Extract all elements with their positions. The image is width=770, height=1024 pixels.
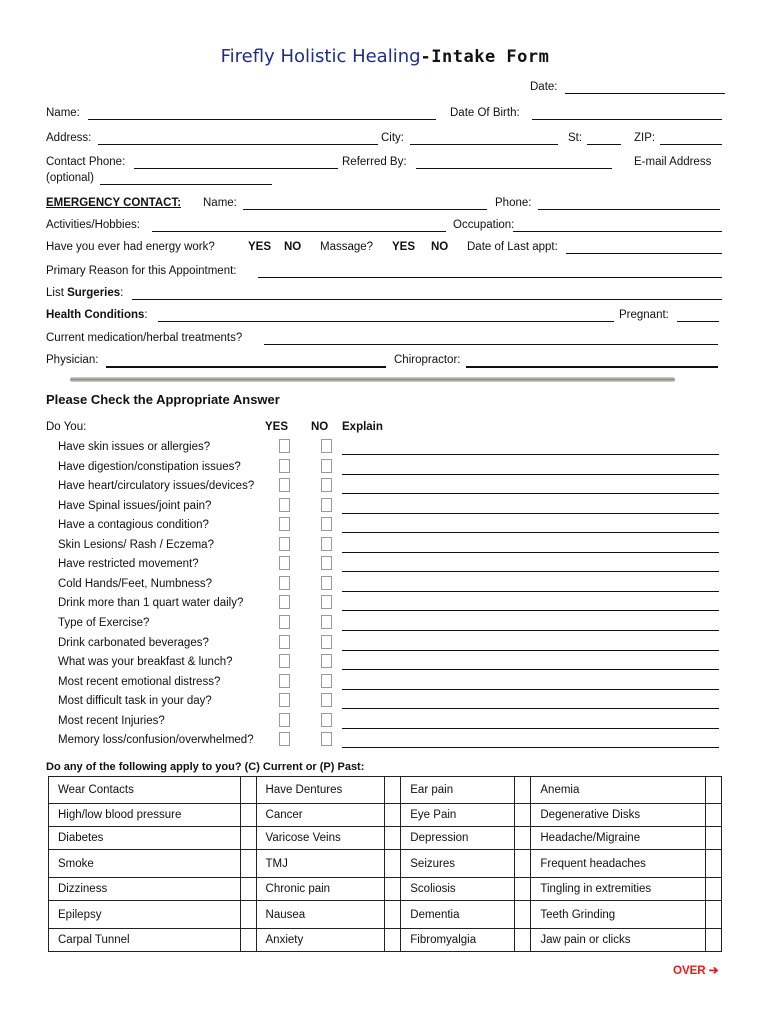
condition-label: Diabetes	[49, 827, 241, 850]
no-checkbox[interactable]	[321, 576, 332, 590]
form-title	[0, 46, 770, 67]
condition-label: Anemia	[531, 777, 706, 804]
no-checkbox[interactable]	[321, 537, 332, 551]
explain-field[interactable]	[342, 610, 719, 611]
condition-label: Jaw pain or clicks	[531, 929, 706, 952]
primary-reason-label: Primary Reason for this Appointment:	[46, 265, 237, 277]
yes-checkbox[interactable]	[279, 732, 290, 746]
referred-by-label: Referred By:	[342, 156, 407, 168]
yes-checkbox[interactable]	[279, 713, 290, 727]
condition-checkbox[interactable]	[706, 804, 722, 827]
yes-checkbox[interactable]	[279, 556, 290, 570]
physician-label: Physician:	[46, 354, 99, 366]
question-label: Memory loss/confusion/overwhelmed?	[58, 734, 254, 746]
explain-field[interactable]	[342, 513, 719, 514]
address-field[interactable]	[98, 144, 378, 145]
condition-checkbox[interactable]	[240, 901, 256, 929]
date-field[interactable]	[565, 93, 725, 94]
condition-label: Eye Pain	[401, 804, 515, 827]
email-field[interactable]	[100, 184, 272, 185]
condition-label: Degenerative Disks	[531, 804, 706, 827]
condition-checkbox[interactable]	[240, 827, 256, 850]
yes-checkbox[interactable]	[279, 459, 290, 473]
city-label: City:	[381, 132, 404, 144]
question-label: Have digestion/constipation issues?	[58, 461, 241, 473]
emergency-name-label: Name:	[203, 197, 237, 209]
no-checkbox[interactable]	[321, 459, 332, 473]
condition-label: Dizziness	[49, 878, 241, 901]
condition-checkbox[interactable]	[706, 929, 722, 952]
massage-no[interactable]: NO	[431, 241, 449, 253]
condition-label: Smoke	[49, 850, 241, 878]
condition-label: Tingling in extremities	[531, 878, 706, 901]
pregnant-field[interactable]	[677, 321, 719, 322]
condition-checkbox[interactable]	[385, 804, 401, 827]
condition-label: Frequent headaches	[531, 850, 706, 878]
medication-field[interactable]	[264, 344, 718, 345]
no-checkbox[interactable]	[321, 517, 332, 531]
condition-checkbox[interactable]	[706, 901, 722, 929]
condition-label: Ear pain	[401, 777, 515, 804]
state-field[interactable]	[587, 144, 621, 145]
explain-field[interactable]	[342, 571, 719, 572]
explain-field[interactable]	[342, 532, 719, 533]
no-checkbox[interactable]	[321, 439, 332, 453]
over-link[interactable]: OVER ➔	[673, 965, 719, 977]
condition-label: Nausea	[256, 901, 385, 929]
chiropractor-label: Chiropractor:	[394, 354, 461, 366]
energy-work-label: Have you ever had energy work?	[46, 241, 215, 253]
condition-checkbox[interactable]	[385, 929, 401, 952]
condition-label: Epilepsy	[49, 901, 241, 929]
condition-label: Wear Contacts	[49, 777, 241, 804]
explain-field[interactable]	[342, 630, 719, 631]
question-label: Skin Lesions/ Rash / Eczema?	[58, 539, 214, 551]
no-checkbox[interactable]	[321, 635, 332, 649]
yes-checkbox[interactable]	[279, 635, 290, 649]
no-checkbox[interactable]	[321, 478, 332, 492]
condition-checkbox[interactable]	[515, 929, 531, 952]
condition-checkbox[interactable]	[706, 827, 722, 850]
explain-field[interactable]	[342, 591, 719, 592]
city-field[interactable]	[410, 144, 558, 145]
no-checkbox[interactable]	[321, 556, 332, 570]
condition-checkbox[interactable]	[515, 901, 531, 929]
condition-label: Headache/Migraine	[531, 827, 706, 850]
yes-checkbox[interactable]	[279, 439, 290, 453]
health-conditions-field[interactable]	[158, 321, 614, 322]
table-row	[49, 777, 722, 804]
explain-field[interactable]	[342, 669, 719, 670]
yes-checkbox[interactable]	[279, 615, 290, 629]
condition-label: High/low blood pressure	[49, 804, 241, 827]
dob-field[interactable]	[532, 119, 722, 120]
condition-checkbox[interactable]	[240, 878, 256, 901]
explain-field[interactable]	[342, 747, 719, 748]
yes-checkbox[interactable]	[279, 674, 290, 688]
condition-checkbox[interactable]	[240, 804, 256, 827]
form-subtitle: -Intake Form	[420, 47, 550, 67]
occupation-label: Occupation:	[453, 219, 515, 231]
condition-checkbox[interactable]	[706, 878, 722, 901]
physician-field[interactable]	[106, 366, 386, 368]
yes-checkbox[interactable]	[279, 595, 290, 609]
yes-header: YES	[265, 421, 289, 433]
condition-checkbox[interactable]	[240, 929, 256, 952]
last-appt-field[interactable]	[566, 253, 722, 254]
question-label: Have heart/circulatory issues/devices?	[58, 480, 255, 492]
condition-label: Depression	[401, 827, 515, 850]
email-label: E-mail Address	[634, 156, 712, 168]
question-label: Have Spinal issues/joint pain?	[58, 500, 212, 512]
explain-field[interactable]	[342, 552, 719, 553]
address-label: Address:	[46, 132, 92, 144]
explain-field[interactable]	[342, 454, 719, 455]
energy-work-yes[interactable]: YES	[248, 241, 272, 253]
condition-label: Carpal Tunnel	[49, 929, 241, 952]
zip-label: ZIP:	[634, 132, 656, 144]
question-label: Type of Exercise?	[58, 617, 150, 629]
surgeries-label: List Surgeries:	[46, 287, 124, 299]
occupation-field[interactable]	[513, 231, 722, 232]
condition-label: Chronic pain	[256, 878, 385, 901]
no-checkbox[interactable]	[321, 713, 332, 727]
no-checkbox[interactable]	[321, 674, 332, 688]
explain-field[interactable]	[342, 728, 719, 729]
yes-checkbox[interactable]	[279, 517, 290, 531]
no-checkbox[interactable]	[321, 498, 332, 512]
health-conditions-text: Health Conditions	[46, 309, 145, 321]
question-label: Most recent emotional distress?	[58, 676, 221, 688]
emergency-name-field[interactable]	[243, 209, 487, 210]
no-checkbox[interactable]	[321, 693, 332, 707]
health-conditions-label: Health Conditions:	[46, 309, 148, 321]
surgeries-field[interactable]	[132, 299, 722, 300]
emergency-contact-label: EMERGENCY CONTACT:	[46, 197, 182, 209]
dob-label: Date Of Birth:	[450, 107, 520, 119]
yes-checkbox[interactable]	[279, 478, 290, 492]
table-row	[49, 901, 722, 929]
zip-field[interactable]	[660, 144, 722, 145]
explain-field[interactable]	[342, 650, 719, 651]
conditions-title: Do any of the following apply to you? (C) Current or (P) Past:	[46, 761, 365, 773]
name-field[interactable]	[88, 119, 436, 120]
date-label: Date:	[530, 81, 558, 93]
yes-checkbox[interactable]	[279, 537, 290, 551]
contact-phone-field[interactable]	[134, 168, 338, 169]
no-checkbox[interactable]	[321, 595, 332, 609]
explain-field[interactable]	[342, 474, 719, 475]
table-row	[49, 878, 722, 901]
emergency-phone-field[interactable]	[538, 209, 720, 210]
list-text: List	[46, 287, 64, 299]
state-label: St:	[568, 132, 583, 144]
explain-field[interactable]	[342, 493, 719, 494]
condition-checkbox[interactable]	[385, 777, 401, 804]
massage-yes[interactable]: YES	[392, 241, 416, 253]
primary-reason-field[interactable]	[258, 277, 722, 278]
condition-label: Fibromyalgia	[401, 929, 515, 952]
no-checkbox[interactable]	[321, 654, 332, 668]
condition-label: Dementia	[401, 901, 515, 929]
surgeries-text: Surgeries	[67, 287, 121, 299]
table-row	[49, 929, 722, 952]
activities-field[interactable]	[152, 231, 446, 232]
explain-header: Explain	[342, 421, 383, 433]
name-label: Name:	[46, 107, 80, 119]
emergency-phone-label: Phone:	[495, 197, 532, 209]
section-divider	[70, 377, 675, 382]
no-checkbox[interactable]	[321, 732, 332, 746]
question-label: Have restricted movement?	[58, 558, 199, 570]
explain-field[interactable]	[342, 689, 719, 690]
yes-checkbox[interactable]	[279, 654, 290, 668]
referred-by-field[interactable]	[416, 168, 612, 169]
energy-work-no[interactable]: NO	[284, 241, 302, 253]
table-row	[49, 804, 722, 827]
condition-checkbox[interactable]	[385, 901, 401, 929]
condition-checkbox[interactable]	[515, 777, 531, 804]
condition-checkbox[interactable]	[240, 777, 256, 804]
condition-checkbox[interactable]	[515, 850, 531, 878]
optional-label: (optional)	[46, 172, 94, 184]
condition-label: Anxiety	[256, 929, 385, 952]
condition-checkbox[interactable]	[385, 878, 401, 901]
activities-label: Activities/Hobbies:	[46, 219, 140, 231]
question-label: Drink carbonated beverages?	[58, 637, 209, 649]
question-label: Most recent Injuries?	[58, 715, 165, 727]
condition-label: Scoliosis	[401, 878, 515, 901]
conditions-table	[48, 776, 722, 952]
condition-checkbox[interactable]	[385, 827, 401, 850]
brand-name: Firefly Holistic Healing	[220, 46, 421, 67]
condition-label: Cancer	[256, 804, 385, 827]
chiropractor-field[interactable]	[466, 366, 718, 368]
condition-checkbox[interactable]	[515, 878, 531, 901]
yes-checkbox[interactable]	[279, 498, 290, 512]
condition-label: Varicose Veins	[256, 827, 385, 850]
medication-label: Current medication/herbal treatments?	[46, 332, 243, 344]
contact-phone-label: Contact Phone:	[46, 156, 126, 168]
question-label: Drink more than 1 quart water daily?	[58, 597, 244, 609]
question-label: Have a contagious condition?	[58, 519, 209, 531]
table-row	[49, 850, 722, 878]
question-label: Have skin issues or allergies?	[58, 441, 211, 453]
question-label: Cold Hands/Feet, Numbness?	[58, 578, 213, 590]
last-appt-label: Date of Last appt:	[467, 241, 558, 253]
no-checkbox[interactable]	[321, 615, 332, 629]
do-you-label: Do You:	[46, 421, 87, 433]
yes-checkbox[interactable]	[279, 576, 290, 590]
condition-label: Have Dentures	[256, 777, 385, 804]
condition-label: Seizures	[401, 850, 515, 878]
condition-checkbox[interactable]	[515, 804, 531, 827]
question-label: Most difficult task in your day?	[58, 695, 212, 707]
condition-checkbox[interactable]	[706, 850, 722, 878]
condition-label: Teeth Grinding	[531, 901, 706, 929]
condition-checkbox[interactable]	[706, 777, 722, 804]
condition-label: TMJ	[256, 850, 385, 878]
table-row	[49, 827, 722, 850]
explain-field[interactable]	[342, 708, 719, 709]
condition-checkbox[interactable]	[240, 850, 256, 878]
pregnant-label: Pregnant:	[619, 309, 669, 321]
condition-checkbox[interactable]	[515, 827, 531, 850]
condition-checkbox[interactable]	[385, 850, 401, 878]
massage-label: Massage?	[320, 241, 374, 253]
no-header: NO	[311, 421, 329, 433]
question-label: What was your breakfast & lunch?	[58, 656, 233, 668]
yes-checkbox[interactable]	[279, 693, 290, 707]
questions-title: Please Check the Appropriate Answer	[46, 392, 280, 407]
